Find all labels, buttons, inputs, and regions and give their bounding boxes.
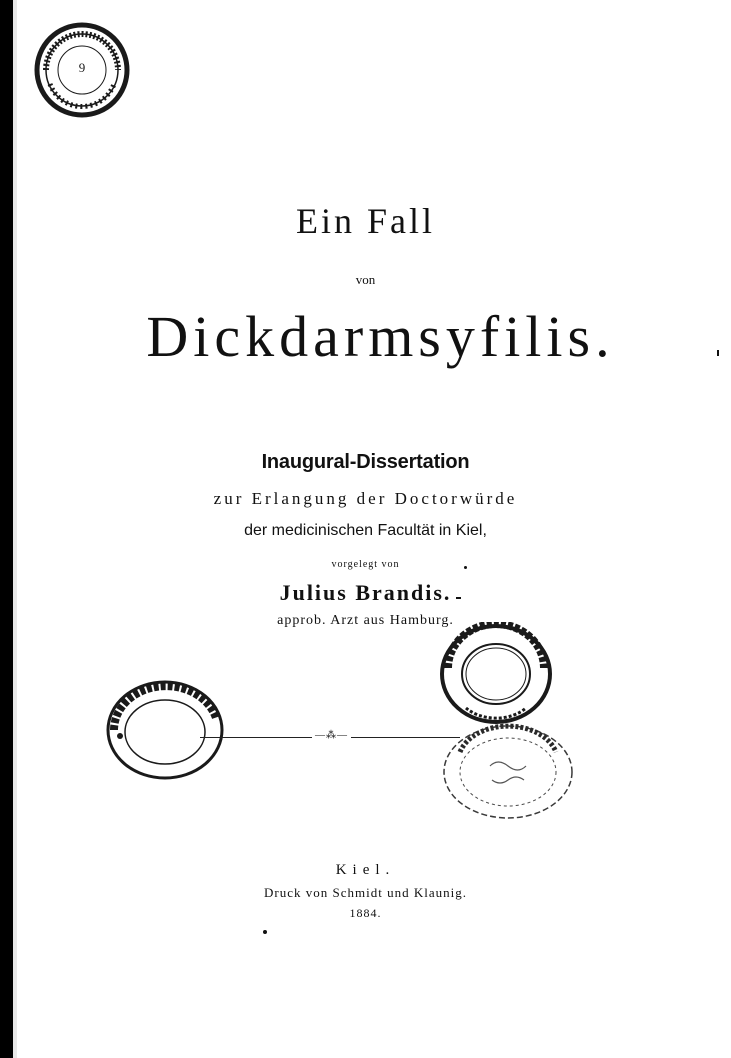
biblioteca-stamp <box>104 678 226 782</box>
imprint-year: 1884. <box>349 906 382 920</box>
stamp-shelf-number: 9 <box>78 60 86 75</box>
author-name: Julius Brandis. <box>279 580 452 605</box>
faint-seal-stamp <box>440 722 576 822</box>
library-stamp-top-left <box>34 22 130 118</box>
title-connector: von <box>355 272 376 287</box>
academia-medica-stamp <box>438 622 554 726</box>
separator-ornament: —⁂— <box>312 730 351 741</box>
subtitle: Inaugural-Dissertation <box>261 451 470 473</box>
purpose-line: zur Erlangung der Doctorwürde <box>213 489 518 508</box>
stray-mark <box>263 930 267 934</box>
author-origin: approb. Arzt aus Hamburg. <box>277 613 454 628</box>
faculty-line: der medicinischen Facultät in Kiel, <box>244 522 487 539</box>
imprint-city: Kiel. <box>335 862 396 878</box>
title-line-1: Ein Fall <box>296 201 435 241</box>
imprint-printer: Druck von Schmidt und Klaunig. <box>264 885 467 900</box>
stray-mark <box>464 566 467 569</box>
stray-mark <box>456 597 461 599</box>
presented-by: vorgelegt von <box>331 559 400 570</box>
stray-mark <box>717 350 719 356</box>
main-title: Dickdarmsyfilis. <box>146 304 615 369</box>
